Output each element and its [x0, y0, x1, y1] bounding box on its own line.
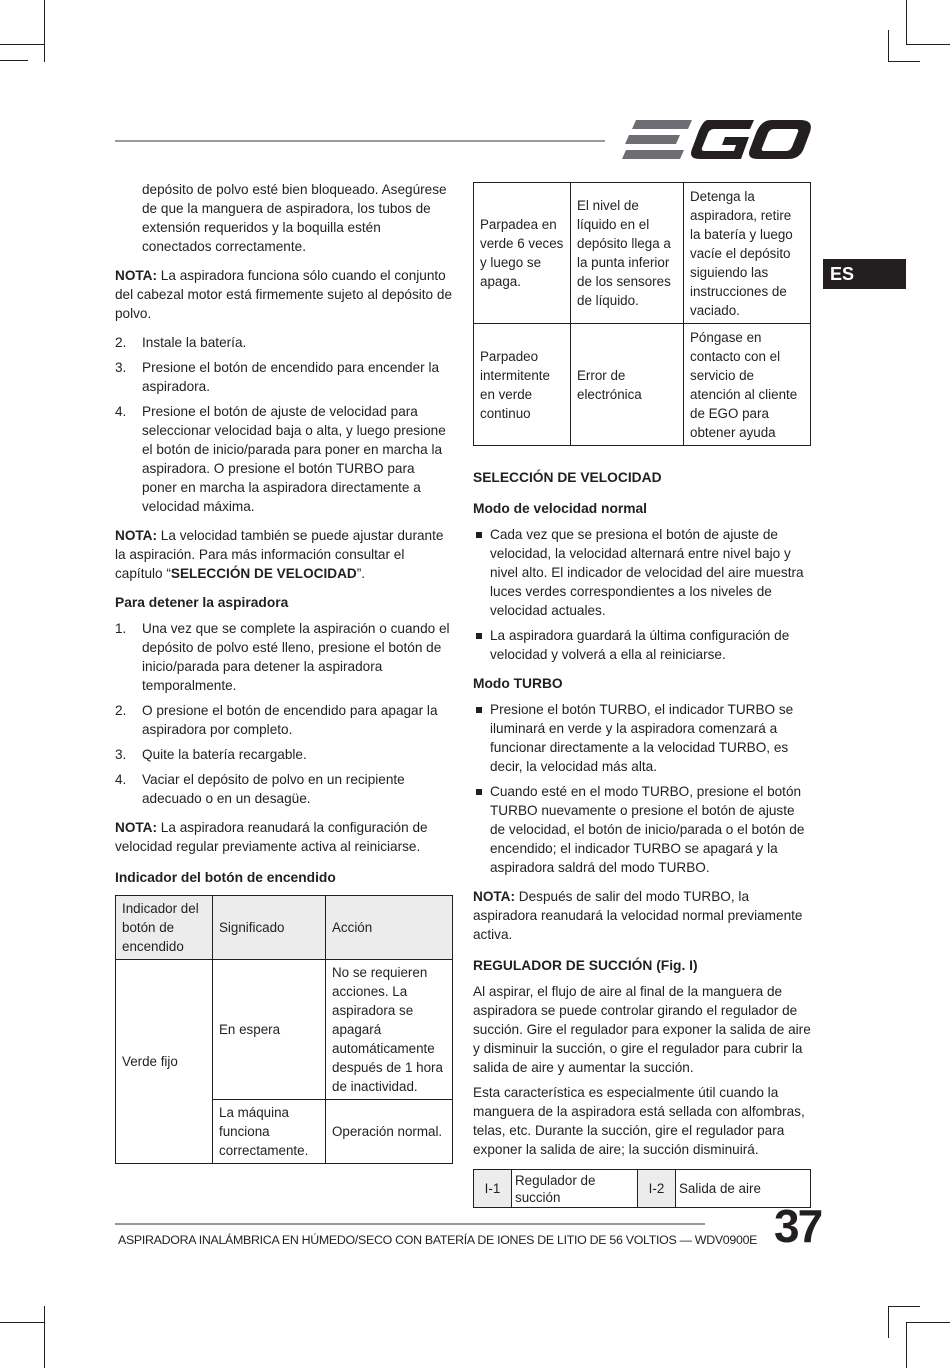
- list-item: Cuando esté en el modo TURBO, presione el botón TURBO nuevamente o presione el botón de ajuste de velocidad, el botón de inicio/parada o el botón de encendido; el indicador TURBO se apagará y la aspiradora saldrá del modo TURBO.: [473, 782, 811, 877]
- note: NOTA: La velocidad también se puede ajustar durante la aspiración. Para más información consultar el capítulo “SELECCIÓN DE VELOCIDAD”.: [115, 528, 444, 581]
- crop-mark: [906, 0, 907, 44]
- crop-mark: [888, 30, 889, 62]
- note: NOTA: La aspiradora reanudará la configuración de velocidad regular previamente activa al reiniciarse.: [115, 820, 428, 854]
- table-cell: Error de electrónica: [571, 324, 684, 446]
- table-cell: Detenga la aspiradora, retire la batería y luego vacíe el depósito siguiendo las instrucciones de vaciado.: [684, 183, 811, 324]
- legend-key: I-2: [638, 1170, 676, 1208]
- table-cell: En espera: [213, 960, 326, 1100]
- paragraph: Al aspirar, el flujo de aire al final de la manguera de aspiradora se puede controlar girando el regulador de succión. Gire el regulador para exponer la salida de aire y disminuir la succión, o gire el regulador para cubrir la salida de aire y aumentar la succión.: [473, 984, 811, 1075]
- table-row: [474, 183, 811, 324]
- normal-speed-bullets: [473, 525, 811, 664]
- legend-key: I-1: [474, 1170, 512, 1208]
- table-cell: El nivel de líquido en el depósito llega a la punta inferior de los sensores de líquido.: [571, 183, 684, 324]
- list-item: La aspiradora guardará la última configuración de velocidad y volverá a ella al reiniciarse.: [473, 626, 811, 664]
- table-header-row: [116, 896, 453, 960]
- figure-legend-table: [473, 1169, 811, 1208]
- table-cell: Operación normal.: [326, 1100, 453, 1164]
- list-item: 1. Una vez que se complete la aspiración o cuando el depósito de polvo esté lleno, presione el botón de inicio/parada para detener la aspiradora temporalmente.: [115, 621, 450, 693]
- list-item: Cada vez que se presiona el botón de ajuste de velocidad, la velocidad alternará entre nivel bajo y nivel alto. El indicador de velocidad del aire muestra luces verdes correspondientes a los niveles de velocidad actuales.: [473, 525, 811, 620]
- crop-mark: [906, 44, 950, 45]
- table-cell: La máquina funciona correctamente.: [213, 1100, 326, 1164]
- language-tab: ES: [823, 259, 906, 289]
- table-cell: Verde fijo: [116, 960, 213, 1164]
- right-column: [473, 182, 811, 1208]
- table-row: [116, 960, 453, 1100]
- crop-mark: [906, 1322, 907, 1368]
- ego-logo: [622, 118, 812, 162]
- list-item: 3. Presione el botón de encendido para encender la aspiradora.: [115, 360, 440, 394]
- table-header-cell: Acción: [326, 896, 453, 960]
- table-cell: Parpadeo intermitente en verde continuo: [474, 324, 571, 446]
- paragraph: Esta característica es especialmente útil cuando la manguera de la aspiradora está sellada con alfombras, telas, etc. Durante la succión, gire el regulador para exponer la salida de aire; la succión disminuirá.: [473, 1085, 805, 1157]
- section-heading: SELECCIÓN DE VELOCIDAD: [473, 470, 662, 485]
- list-item: 4. Presione el botón de ajuste de velocidad para seleccionar velocidad baja o alta, y luego presione el botón de inicio/parada para poner en marcha la aspiradora. O presione el botón TURBO para poner en marcha la aspiradora directamente a velocidad máxima.: [115, 404, 446, 514]
- left-column: [115, 180, 453, 1164]
- section-heading: Para detener la aspiradora: [115, 595, 289, 610]
- list-item: 2. Instale la batería.: [115, 335, 247, 350]
- crop-mark: [906, 1322, 950, 1323]
- crop-mark: [0, 1322, 44, 1323]
- crop-mark: [888, 1306, 920, 1307]
- note: NOTA: La aspiradora funciona sólo cuando el conjunto del cabezal motor está firmemente sujeto al depósito de polvo.: [115, 268, 453, 321]
- crop-mark: [44, 0, 45, 62]
- page-number: 37: [774, 1200, 822, 1252]
- legend-label: Regulador de succión: [512, 1170, 638, 1208]
- section-heading: Indicador del botón de encendido: [115, 870, 336, 885]
- table-header-cell: Indicador del botón de encendido: [116, 896, 213, 960]
- list-item: Presione el botón TURBO, el indicador TURBO se iluminará en verde y la aspiradora comenzará a funcionar directamente a la velocidad TURBO, es decir, la velocidad más alta.: [473, 700, 811, 776]
- crop-mark: [888, 1306, 889, 1338]
- table-row: [474, 324, 811, 446]
- power-indicator-table: [115, 895, 453, 1164]
- status-table: [473, 182, 811, 446]
- subsection-heading: Modo TURBO: [473, 676, 563, 691]
- table-header-cell: Significado: [213, 896, 326, 960]
- start-steps: [115, 333, 453, 516]
- footer-rule: [115, 1223, 705, 1225]
- continued-paragraph: depósito de polvo esté bien bloqueado. Asegúrese de que la manguera de aspiradora, los tubos de extensión requeridos y la boquilla estén conectados correctamente.: [142, 182, 447, 254]
- note: NOTA: Después de salir del modo TURBO, la aspiradora reanudará la velocidad normal previamente activa.: [473, 889, 803, 942]
- table-cell: Parpadea en verde 6 veces y luego se apaga.: [474, 183, 571, 324]
- crop-mark: [0, 60, 28, 61]
- footer-title: ASPIRADORA INALÁMBRICA EN HÚMEDO/SECO CON BATERÍA DE IONES DE LITIO DE 56 VOLTIOS — WDV0900E: [118, 1233, 758, 1247]
- header-rule: [115, 140, 605, 142]
- table-row: [474, 1170, 811, 1208]
- list-item: 3. Quite la batería recargable.: [115, 747, 307, 762]
- legend-label: Salida de aire: [676, 1170, 811, 1208]
- crop-mark: [0, 44, 44, 45]
- table-cell: No se requieren acciones. La aspiradora se apagará automáticamente después de 1 hora de inactividad.: [326, 960, 453, 1100]
- stop-steps: [115, 619, 453, 808]
- crop-mark: [888, 61, 920, 62]
- crop-mark: [44, 1306, 45, 1368]
- list-item: 2. O presione el botón de encendido para apagar la aspiradora por completo.: [115, 703, 438, 737]
- list-item: 4. Vaciar el depósito de polvo en un recipiente adecuado o en un desagüe.: [115, 772, 405, 806]
- table-cell: Póngase en contacto con el servicio de atención al cliente de EGO para obtener ayuda: [684, 324, 811, 446]
- turbo-bullets: [473, 700, 811, 877]
- section-heading: REGULADOR DE SUCCIÓN (Fig. I): [473, 958, 698, 973]
- subsection-heading: Modo de velocidad normal: [473, 501, 648, 516]
